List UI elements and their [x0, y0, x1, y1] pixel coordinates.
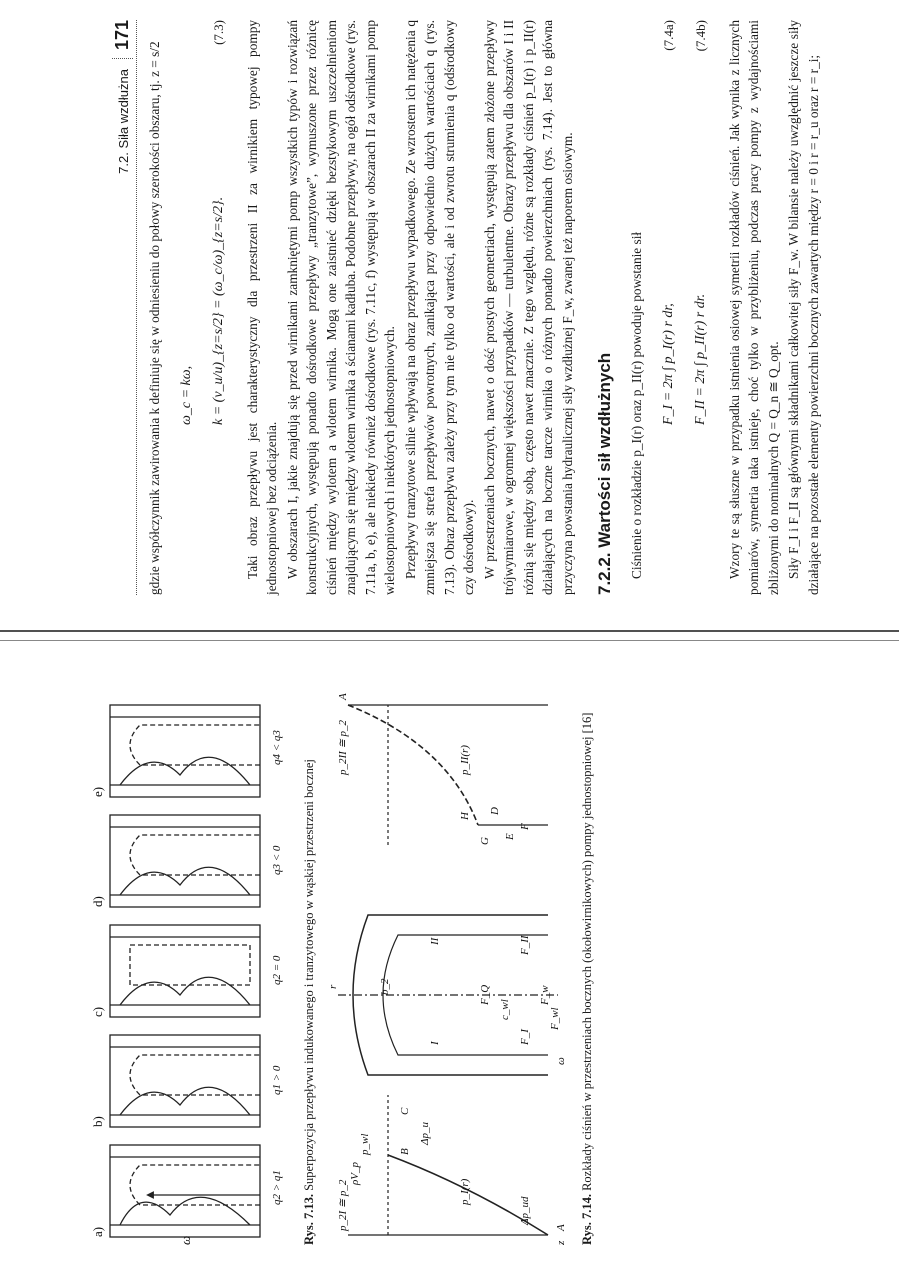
- panel-d: [110, 815, 260, 907]
- page-number: 171: [112, 20, 133, 59]
- running-header: [112, 20, 137, 595]
- equation-number: (7.3): [210, 20, 226, 45]
- book-spine-line: [0, 630, 899, 632]
- label-H: H: [459, 812, 471, 820]
- text-page: [112, 20, 821, 595]
- label-pII: p_II(r): [459, 745, 471, 775]
- figure-7-14: [328, 685, 596, 1245]
- figure-page: [80, 685, 600, 1245]
- label-Ar: A: [337, 693, 349, 700]
- paragraph-7: Wzory te są słuszne w przypadku istnienia osiowej symetrii rozkładów ciśnień. Jak wynika z licznych pomiarów, symetria taka istnieje, choć tylko w przybliżeniu, podczas pracy pompy z wydajnościami zbliżonymi do nominalnych Q = Q_n ≅ Q_opt.: [726, 20, 781, 595]
- label-G: G: [479, 837, 491, 845]
- figure-7-13-caption: [301, 685, 318, 1245]
- flow-label-1: q2 > q1: [271, 1170, 283, 1205]
- equation-number: (7.4b): [692, 20, 708, 52]
- flow-label-5: q4 < q3: [271, 730, 283, 765]
- equation-7-3a: [179, 20, 195, 595]
- label-pwl: p_wl: [359, 1133, 371, 1155]
- panel-a: [110, 1145, 260, 1237]
- label-FII: F_II: [519, 935, 531, 955]
- paragraph-8: Siły F_I i F_II są głównymi składnikami całkowitej siły F_w. W bilansie należy uwzględnić jeszcze siły działające na pozostałe elementy powierzchni bocznych zawartych między r = 0 i r = r_u oraz r = r_i;: [786, 20, 821, 595]
- equation-text: ω_c = kω,: [178, 365, 194, 425]
- caption-text: Rozkłady ciśnień w przestrzeniach bocznych (okołowirnikowych) pompy jednostopniowej [16]: [580, 712, 594, 1191]
- paragraph-3: W obszarach I, jakie znajdują się przed wirnikami zamkniętymi pomp wszystkich typów i rozwiązań konstrukcyjnych, występują ponadto dośrodkowe przepływy „tranzytowe”, wymuszone przez różnicę ciśnień między wylotem a wlotem wirnika. Mogą one zaistnieć dzięki bezstykowym uszczelnieniom znajdującym się między wlotem wirnika a ścianami kadłuba. Podobne przepływy, na ogół odśrodkowe (rys. 7.11a, b, e), ale niekiedy również dośrodkowe (rys. 7.11c, f) występują w obszarach II za wirnikami pomp wielostopniowych i niektórych jednostopniowych.: [284, 20, 397, 595]
- panel-label-e: e): [90, 786, 105, 797]
- equation-number: (7.4a): [660, 20, 676, 51]
- label-p2: p_2I ≅ p_2: [337, 1179, 349, 1231]
- label-b2: b_2: [379, 978, 391, 995]
- panel-label-d: d): [90, 896, 105, 907]
- equation-7-3b: [211, 20, 227, 595]
- label-dpu: Δp_u: [419, 1122, 431, 1145]
- book-spine-shadow: [0, 640, 899, 641]
- label-FQ: F_Q: [479, 984, 491, 1005]
- figure-7-13-drawing: [80, 685, 290, 1245]
- panel-label-c: c): [90, 1006, 105, 1017]
- paragraph-4: Przepływy tranzytowe silnie wpływają na obraz przepływu wypadkowego. Ze wzrostem ich natężenia q zmniejsza się strefa przepływów powrotnych, zanikająca przy odpowiednio dużych wartościach q (rys. 7.13). Obraz przepływu zależy przy tym nie tylko od wartości, ale i od zwrotu strumienia q (odśrodkowy czy dośrodkowy).: [402, 20, 476, 595]
- label-Fw: F_w: [539, 985, 551, 1005]
- equation-text: F_II = 2π ∫ p_II(r) r dr.: [692, 293, 708, 425]
- caption-text: Superpozycja przepływu indukowanego i tranzytowego w wąskiej przestrzeni bocznej: [302, 759, 316, 1191]
- equation-7-4a: [661, 20, 677, 595]
- label-II: II: [429, 937, 441, 945]
- label-Fwl: F_wl: [549, 1007, 561, 1030]
- subsection-heading: 7.2.2. Wartości sił wzdłużnych: [595, 352, 614, 595]
- equation-7-4b: [693, 20, 709, 595]
- label-rhoV: ρV_p: [349, 1162, 361, 1185]
- caption-label: Rys. 7.13.: [302, 1194, 316, 1245]
- label-omega: ω: [555, 1057, 567, 1065]
- panel-e: [110, 705, 260, 797]
- flow-label-2: q1 > 0: [271, 1065, 283, 1095]
- flow-label-3: q2 = 0: [271, 955, 283, 985]
- caption-label: Rys. 7.14.: [580, 1194, 594, 1245]
- label-cwl: c_wl: [499, 999, 511, 1020]
- paragraph-2: Taki obraz przepływu jest charakterystyczny dla przestrzeni II za wirnikiem typowej pompy jednostopniowej bez odciążenia.: [244, 20, 279, 595]
- label-pI: p_I(r): [459, 1178, 471, 1205]
- figure-7-14-drawing: [328, 685, 568, 1245]
- label-r: r: [328, 984, 339, 989]
- paragraph-1: gdzie współczynnik zawirowania k definiuje się w odniesieniu do połowy szerokości obszaru, tj. z = s/2: [147, 41, 162, 595]
- label-p2b: p_2II ≅ p_2: [337, 719, 349, 775]
- equation-text: F_I = 2π ∫ p_I(r) r dr,: [660, 303, 676, 425]
- omega-label: ω: [178, 1235, 193, 1245]
- label-dpud: Δp_ud: [519, 1196, 531, 1225]
- figure-7-14-caption: [579, 685, 596, 1245]
- label-F: F: [519, 823, 531, 830]
- equation-text: k = (v_u/u)_{z=s/2} = (ω_c/ω)_{z=s/2}.: [210, 196, 226, 425]
- section-title: 7.2. Siła wzdłużna: [116, 69, 131, 174]
- paragraph-6: Ciśnienie o rozkładzie p_I(r) oraz p_II(r) powoduje powstanie sił: [629, 231, 644, 579]
- label-I: I: [429, 1041, 441, 1045]
- label-FI: F_I: [519, 1029, 531, 1045]
- panel-b: [110, 1035, 260, 1127]
- panel-label-a: a): [90, 1226, 105, 1237]
- label-D: D: [489, 807, 501, 815]
- label-C: C: [399, 1107, 411, 1115]
- label-E: E: [504, 833, 516, 840]
- paragraph-5: W przestrzeniach bocznych, nawet o dość prostych geometriach, występują zatem złożone przepływy trójwymiarowe, w ogromnej większości przypadków — turbulentne. Obrazy przepływu dla obszarów I i II różnią się między sobą, często nawet znacznie. Z tego względu, różne są rozkłady ciśnień p_I(r) i p_II(r) działających na boczne tarcze wirnika o różnych ponadto powierzchniach (rys. 7.14). Jest to główna przyczyna powstania hydraulicznej siły wzdłużnej F_w, zwanej też naporem osiowym.: [481, 20, 575, 595]
- flow-label-4: q3 < 0: [271, 845, 283, 875]
- label-z: z: [555, 1240, 567, 1245]
- label-A: A: [555, 1224, 567, 1231]
- label-B: B: [399, 1148, 411, 1155]
- panel-label-b: b): [90, 1116, 105, 1127]
- panel-c: [110, 925, 260, 1017]
- figure-7-13: [80, 685, 318, 1245]
